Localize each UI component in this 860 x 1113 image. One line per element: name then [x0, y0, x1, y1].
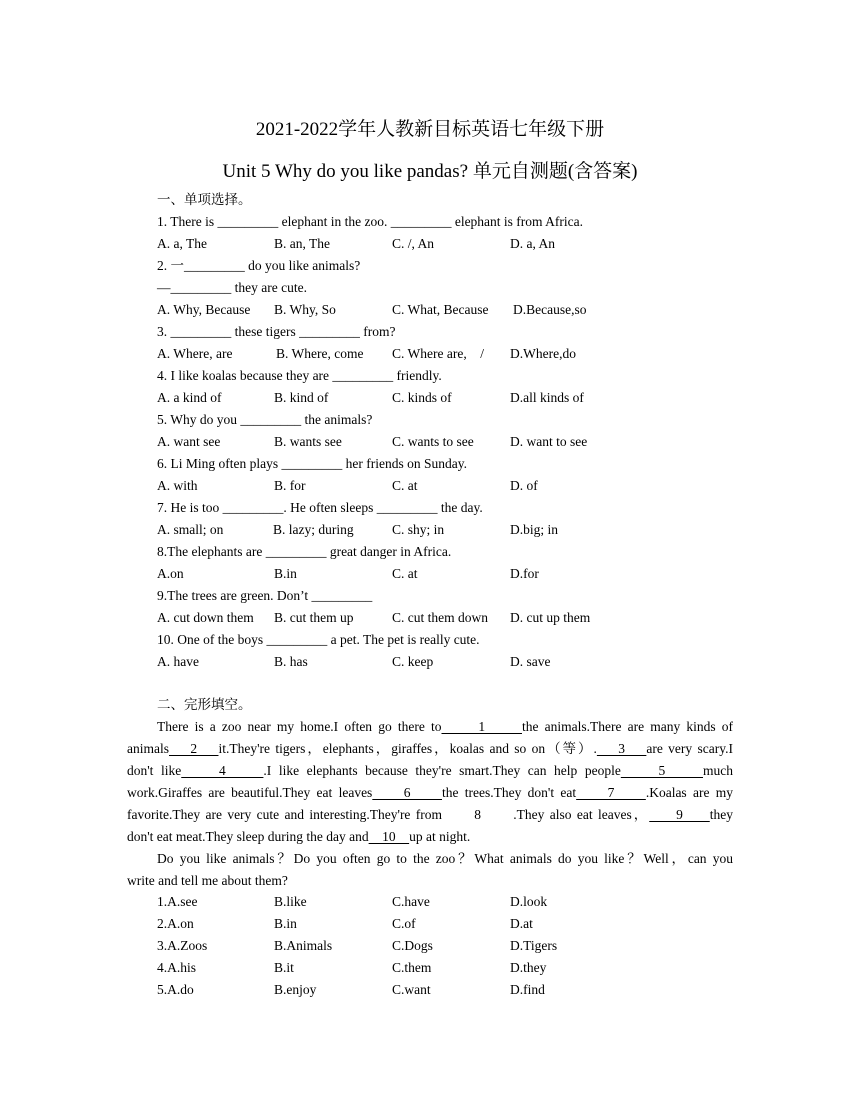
question-2-stem-reply: —_________ they are cute.: [157, 280, 307, 295]
passage-line: There is a zoo near my home.I often go there to 1 the animals.There are many kinds of: [157, 719, 734, 734]
option-c: C. at: [392, 566, 418, 581]
option-b: B.like: [274, 894, 307, 909]
option-c: C.them: [392, 960, 432, 975]
option-c: C.want: [392, 982, 431, 997]
option-d: D. save: [510, 654, 551, 669]
cloze-passage: [127, 716, 733, 848]
document-title: 2021-2022学年人教新目标英语七年级下册: [255, 119, 605, 140]
option-a: 5.A.do: [157, 982, 194, 997]
question-4-stem: 4. I like koalas because they are _________ friendly.: [157, 368, 442, 383]
question-3-stem: 3. _________ these tigers _________ from?: [157, 324, 396, 339]
document-subtitle: Unit 5 Why do you like pandas? 单元自测题(含答案): [222, 161, 638, 182]
blank-3: 3: [596, 741, 647, 756]
option-b: B. for: [274, 478, 306, 493]
option-c: C.Dogs: [392, 938, 433, 953]
blank-6: 6: [372, 785, 442, 800]
option-c: C. wants to see: [392, 434, 474, 449]
option-a: A. a, The: [157, 236, 207, 251]
option-d: D.for: [510, 566, 539, 581]
option-c: C. What, Because: [392, 302, 489, 317]
passage-line: favorite.They are very cute and interesting.They're from 8 .They also eat leaves， 9 they: [127, 807, 733, 822]
option-a: A. have: [157, 654, 199, 669]
option-a: A.on: [157, 566, 184, 581]
option-d: D.they: [510, 960, 547, 975]
option-d: D. a, An: [510, 236, 555, 251]
option-c: C. /, An: [392, 236, 435, 251]
question-7-stem: 7. He is too _________. He often sleeps _________ the day.: [157, 500, 483, 515]
blank-8: 8: [442, 807, 514, 822]
option-b: B.enjoy: [274, 982, 317, 997]
option-a: 1.A.see: [157, 894, 198, 909]
option-b: B.in: [274, 916, 297, 931]
option-d: D.Tigers: [510, 938, 558, 953]
question-1-stem: 1. There is _________ elephant in the zoo. _________ elephant is from Africa.: [157, 214, 584, 229]
option-d: D. of: [510, 478, 538, 493]
option-a: A. cut down them: [157, 610, 254, 625]
question-5-stem: 5. Why do you _________ the animals?: [157, 412, 373, 427]
option-d: D.find: [510, 982, 545, 997]
blank-7: 7: [576, 785, 646, 800]
option-b: B.in: [274, 566, 297, 581]
option-c: C. Where are, /: [392, 346, 484, 361]
option-a: A. want see: [157, 434, 221, 449]
option-b: B. Why, So: [274, 302, 336, 317]
passage-line: work.Giraffes are beautiful.They eat leaves 6 the trees.They don't eat 7 .Koalas are my: [127, 785, 734, 800]
option-c: C. keep: [392, 654, 434, 669]
option-d: D.Because,so: [513, 302, 587, 317]
option-b: B. cut them up: [274, 610, 354, 625]
option-a: 3.A.Zoos: [157, 938, 208, 953]
option-a: A. a kind of: [157, 390, 222, 405]
passage-line: animals 2 it.They're tigers，elephants，giraffes，koalas and so on（等）. 3 are very scary.I: [127, 741, 733, 756]
blank-4: 4: [181, 763, 264, 778]
option-a: A. Where, are: [157, 346, 233, 361]
option-b: B. Where, come: [276, 346, 364, 361]
blank-9: 9: [649, 807, 710, 822]
option-b: B. kind of: [274, 390, 329, 405]
passage-line: don't eat meat.They sleep during the day and 10 up at night.: [127, 829, 471, 844]
option-b: B. lazy; during: [273, 522, 354, 537]
section2-heading: 二、完形填空。: [157, 697, 252, 712]
blank-2: 2: [169, 741, 219, 756]
option-d: D.all kinds of: [510, 390, 584, 405]
option-d: D.look: [510, 894, 548, 909]
option-c: C. at: [392, 478, 418, 493]
option-a: A. small; on: [157, 522, 224, 537]
passage-line: write and tell me about them?: [127, 873, 288, 888]
option-a: 2.A.on: [157, 916, 194, 931]
question-8-stem: 8.The elephants are _________ great danger in Africa.: [157, 544, 452, 559]
blank-5: 5: [620, 763, 704, 778]
passage-line: Do you like animals？Do you often go to the zoo？What animals do you like？Well，can you: [157, 851, 733, 866]
passage-closing: [127, 848, 733, 892]
question-6-stem: 6. Li Ming often plays _________ her friends on Sunday.: [157, 456, 467, 471]
option-b: B. an, The: [274, 236, 330, 251]
option-d: D.Where,do: [510, 346, 576, 361]
option-c: C. cut them down: [392, 610, 488, 625]
option-b: B.Animals: [274, 938, 333, 953]
option-b: B. has: [274, 654, 308, 669]
blank-1: 1: [441, 719, 522, 734]
question-9-stem: 9.The trees are green. Don’t _________: [157, 588, 373, 603]
option-c: C.of: [392, 916, 416, 931]
option-b: B. wants see: [274, 434, 342, 449]
option-c: C. kinds of: [392, 390, 452, 405]
blank-10: 10: [368, 829, 410, 844]
option-a: A. with: [157, 478, 198, 493]
option-c: C. shy; in: [392, 522, 445, 537]
option-d: D. cut up them: [510, 610, 591, 625]
option-a: 4.A.his: [157, 960, 197, 975]
passage-line: don't like 4 .I like elephants because they're smart.They can help people 5 much: [127, 763, 734, 778]
option-c: C.have: [392, 894, 430, 909]
option-b: B.it: [274, 960, 294, 975]
option-d: D. want to see: [510, 434, 588, 449]
question-10-stem: 10. One of the boys _________ a pet. The pet is really cute.: [157, 632, 480, 647]
option-a: A. Why, Because: [157, 302, 251, 317]
option-d: D.at: [510, 916, 533, 931]
section1-heading: 一、单项选择。: [157, 192, 252, 207]
question-2-stem: 2. 一_________ do you like animals?: [157, 258, 361, 273]
option-d: D.big; in: [510, 522, 559, 537]
